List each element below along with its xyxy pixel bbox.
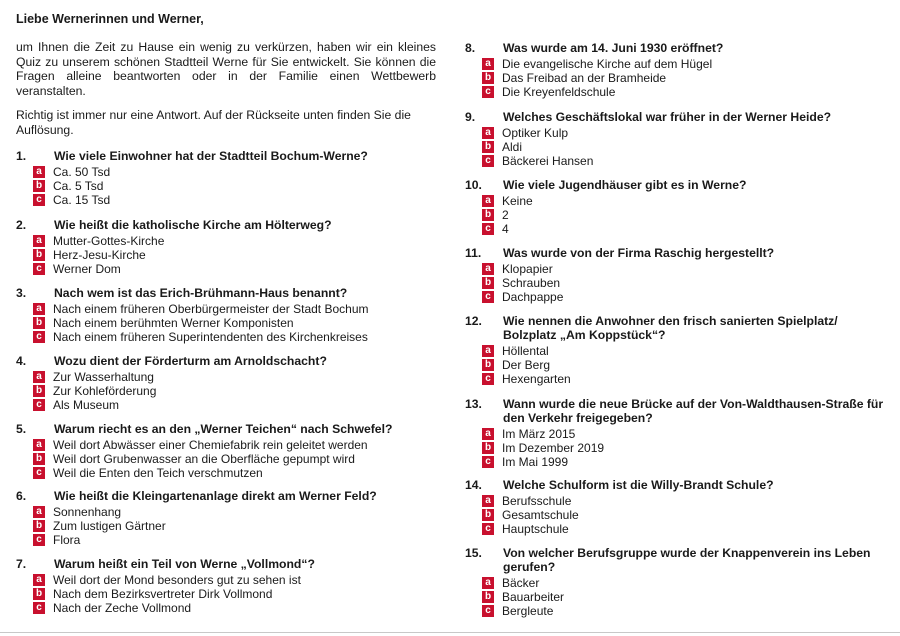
question-heading xyxy=(465,110,885,124)
answer-list xyxy=(16,438,441,480)
question-heading xyxy=(16,218,441,232)
answer-letter-badge: a xyxy=(33,166,45,178)
answer-letter-badge: c xyxy=(33,602,45,614)
quiz-question xyxy=(16,149,441,207)
answer-option xyxy=(33,370,441,384)
question-heading xyxy=(16,149,441,163)
question-text: Nach wem ist das Erich-Brühmann-Haus benannt? xyxy=(54,286,348,300)
answer-option xyxy=(33,248,441,262)
question-number: 7. xyxy=(16,557,27,571)
answer-letter-badge: c xyxy=(482,155,494,167)
question-text: Wie viele Einwohner hat der Stadtteil Bochum-Werne? xyxy=(54,149,368,163)
answer-text: Zur Kohleförderung xyxy=(53,384,157,398)
answer-list xyxy=(465,344,885,386)
answer-text: Gesamtschule xyxy=(502,508,579,522)
question-heading xyxy=(16,557,441,571)
answer-option xyxy=(33,330,441,344)
question-number: 4. xyxy=(16,354,27,368)
answer-text: Berufsschule xyxy=(502,494,572,508)
question-text: Wie viele Jugendhäuser gibt es in Werne? xyxy=(503,178,747,192)
answer-option xyxy=(482,222,885,236)
question-text: Welches Geschäftslokal war früher in der Werner Heide? xyxy=(503,110,832,124)
answer-option xyxy=(33,573,441,587)
answer-letter-badge: c xyxy=(33,331,45,343)
answer-letter-badge: c xyxy=(33,467,45,479)
question-text: Wie heißt die Kleingartenanlage direkt am Werner Feld? xyxy=(54,489,377,503)
answer-letter-badge: b xyxy=(482,442,494,454)
question-number: 11. xyxy=(465,246,482,260)
answer-letter-badge: a xyxy=(33,371,45,383)
answer-letter-badge: c xyxy=(482,373,494,385)
answer-option xyxy=(482,126,885,140)
answer-text: Die Kreyenfeldschule xyxy=(502,85,616,99)
answer-option xyxy=(33,302,441,316)
greeting: Liebe Wernerinnen und Werner, xyxy=(16,12,204,26)
answer-letter-badge: b xyxy=(33,180,45,192)
answer-text: Bauarbeiter xyxy=(502,590,565,604)
quiz-question xyxy=(16,218,441,276)
question-text: Was wurde von der Firma Raschig hergestellt? xyxy=(503,246,775,260)
answer-list xyxy=(465,494,885,536)
answer-letter-badge: c xyxy=(482,86,494,98)
answer-option xyxy=(482,290,885,304)
answer-letter-badge: c xyxy=(33,263,45,275)
page-bottom-divider xyxy=(0,632,900,633)
answer-letter-badge: b xyxy=(482,141,494,153)
answer-option xyxy=(482,590,885,604)
question-heading xyxy=(465,546,885,574)
answer-option xyxy=(482,154,885,168)
answer-option xyxy=(482,508,885,522)
answer-option xyxy=(33,519,441,533)
question-text: Von welcher Berufsgruppe wurde der Knappenverein ins Leben gerufen? xyxy=(503,546,871,574)
answer-option xyxy=(482,140,885,154)
answer-option xyxy=(482,208,885,222)
answer-text: Der Berg xyxy=(502,358,551,372)
answer-letter-badge: a xyxy=(482,127,494,139)
question-text: Wann wurde die neue Brücke auf der Von-Waldthausen-Straße für den Verkehr freigegeben? xyxy=(503,397,884,425)
answer-letter-badge: b xyxy=(33,249,45,261)
answer-list xyxy=(16,302,441,344)
answer-text: Nach einem früheren Superintendenten des Kirchenkreises xyxy=(53,330,368,344)
answer-text: Weil dort der Mond besonders gut zu sehen ist xyxy=(53,573,301,587)
answer-list xyxy=(465,262,885,304)
answer-text: Mutter-Gottes-Kirche xyxy=(53,234,165,248)
answer-option xyxy=(482,372,885,386)
question-heading xyxy=(465,314,885,342)
answer-text: Optiker Kulp xyxy=(502,126,569,140)
answer-text: Bergleute xyxy=(502,604,554,618)
answer-letter-badge: c xyxy=(482,605,494,617)
question-number: 15. xyxy=(465,546,482,560)
answer-option xyxy=(33,234,441,248)
quiz-question xyxy=(465,41,885,99)
answer-list xyxy=(16,370,441,412)
answer-text: Hexengarten xyxy=(502,372,571,386)
answer-text: Dachpappe xyxy=(502,290,564,304)
answer-letter-badge: a xyxy=(482,58,494,70)
question-heading xyxy=(16,489,441,503)
question-text: Was wurde am 14. Juni 1930 eröffnet? xyxy=(503,41,724,55)
quiz-question xyxy=(465,110,885,168)
question-text: Wozu dient der Förderturm am Arnoldschacht? xyxy=(54,354,327,368)
answer-list xyxy=(465,194,885,236)
answer-list xyxy=(16,505,441,547)
answer-letter-badge: c xyxy=(33,534,45,546)
answer-text: Flora xyxy=(53,533,81,547)
rule-paragraph: Richtig ist immer nur eine Antwort. Auf der Rückseite unten finden Sie die Auflösung. xyxy=(16,108,411,137)
question-text: Welche Schulform ist die Willy-Brandt Schule? xyxy=(503,478,774,492)
answer-option xyxy=(482,262,885,276)
question-heading xyxy=(16,354,441,368)
answer-letter-badge: a xyxy=(482,195,494,207)
answer-text: Sonnenhang xyxy=(53,505,122,519)
quiz-question xyxy=(16,354,441,412)
answer-text: Ca. 50 Tsd xyxy=(53,165,111,179)
answer-letter-badge: a xyxy=(482,428,494,440)
answer-list xyxy=(465,427,885,469)
answer-option xyxy=(482,441,885,455)
answer-letter-badge: c xyxy=(482,523,494,535)
answer-text: Ca. 15 Tsd xyxy=(53,193,111,207)
question-heading xyxy=(465,246,885,260)
answer-option xyxy=(33,438,441,452)
question-number: 14. xyxy=(465,478,482,492)
answer-text: Nach der Zeche Vollmond xyxy=(53,601,192,615)
answer-text: Als Museum xyxy=(53,398,120,412)
question-number: 5. xyxy=(16,422,27,436)
question-number: 12. xyxy=(465,314,482,328)
answer-letter-badge: a xyxy=(482,345,494,357)
question-text: Wie heißt die katholische Kirche am Hölterweg? xyxy=(54,218,332,232)
answer-letter-badge: b xyxy=(33,385,45,397)
answer-text: Die evangelische Kirche auf dem Hügel xyxy=(502,57,713,71)
answer-option xyxy=(33,262,441,276)
answer-text: Das Freibad an der Bramheide xyxy=(502,71,667,85)
answer-list xyxy=(465,57,885,99)
quiz-question xyxy=(465,178,885,236)
question-heading xyxy=(16,422,441,436)
answer-letter-badge: c xyxy=(33,399,45,411)
answer-letter-badge: b xyxy=(482,209,494,221)
answer-letter-badge: c xyxy=(482,456,494,468)
quiz-question xyxy=(465,246,885,304)
answer-letter-badge: a xyxy=(33,235,45,247)
answer-text: Klopapier xyxy=(502,262,553,276)
answer-text: Zur Wasserhaltung xyxy=(53,370,154,384)
answer-option xyxy=(482,522,885,536)
answer-text: Weil dort Grubenwasser an die Oberfläche gepumpt wird xyxy=(53,452,355,466)
quiz-question xyxy=(465,478,885,536)
answer-option xyxy=(33,587,441,601)
answer-option xyxy=(482,427,885,441)
answer-option xyxy=(482,494,885,508)
answer-option xyxy=(33,398,441,412)
question-number: 6. xyxy=(16,489,27,503)
answer-text: Hauptschule xyxy=(502,522,569,536)
answer-option xyxy=(482,57,885,71)
quiz-question xyxy=(16,422,441,480)
question-number: 13. xyxy=(465,397,482,411)
answer-option xyxy=(33,466,441,480)
question-heading xyxy=(465,41,885,55)
question-number: 2. xyxy=(16,218,27,232)
answer-option xyxy=(33,179,441,193)
answer-text: Im März 2015 xyxy=(502,427,576,441)
answer-option xyxy=(33,165,441,179)
answer-text: Weil dort Abwässer einer Chemiefabrik rein geleitet werden xyxy=(53,438,368,452)
quiz-question xyxy=(16,489,441,547)
answer-text: Höllental xyxy=(502,344,549,358)
quiz-question xyxy=(465,397,885,469)
question-text: Wie nennen die Anwohner den frisch sanierten Spielplatz/ Bolzplatz „Am Koppstück“? xyxy=(503,314,838,342)
answer-list xyxy=(16,165,441,207)
answer-option xyxy=(33,601,441,615)
answer-text: Im Dezember 2019 xyxy=(502,441,605,455)
answer-letter-badge: a xyxy=(482,577,494,589)
answer-text: 4 xyxy=(502,222,509,236)
answer-letter-badge: a xyxy=(33,574,45,586)
answer-letter-badge: b xyxy=(482,277,494,289)
answer-letter-badge: b xyxy=(482,72,494,84)
answer-option xyxy=(33,452,441,466)
answer-option xyxy=(33,505,441,519)
answer-letter-badge: c xyxy=(33,194,45,206)
question-text: Warum riecht es an den „Werner Teichen“ nach Schwefel? xyxy=(54,422,393,436)
answer-option xyxy=(33,533,441,547)
answer-text: Weil die Enten den Teich verschmutzen xyxy=(53,466,263,480)
answer-text: Bäcker xyxy=(502,576,540,590)
answer-letter-badge: a xyxy=(33,439,45,451)
answer-option xyxy=(33,316,441,330)
answer-option xyxy=(482,604,885,618)
answer-option xyxy=(482,455,885,469)
answer-list xyxy=(16,573,441,615)
answer-text: Bäckerei Hansen xyxy=(502,154,594,168)
answer-option xyxy=(482,358,885,372)
answer-option xyxy=(33,193,441,207)
answer-list xyxy=(16,234,441,276)
answer-text: Ca. 5 Tsd xyxy=(53,179,104,193)
quiz-question xyxy=(16,286,441,344)
question-text: Warum heißt ein Teil von Werne „Vollmond“? xyxy=(54,557,315,571)
answer-option xyxy=(482,194,885,208)
answer-list xyxy=(465,576,885,618)
answer-option xyxy=(482,576,885,590)
answer-option xyxy=(482,85,885,99)
question-heading xyxy=(16,286,441,300)
answer-letter-badge: b xyxy=(482,591,494,603)
quiz-question xyxy=(16,557,441,615)
quiz-question xyxy=(465,314,885,386)
question-number: 9. xyxy=(465,110,476,124)
answer-letter-badge: b xyxy=(33,520,45,532)
answer-option xyxy=(482,276,885,290)
question-number: 3. xyxy=(16,286,27,300)
answer-text: Im Mai 1999 xyxy=(502,455,569,469)
question-number: 10. xyxy=(465,178,482,192)
answer-letter-badge: a xyxy=(482,263,494,275)
answer-option xyxy=(33,384,441,398)
intro-paragraph: um Ihnen die Zeit zu Hause ein wenig zu verkürzen, haben wir ein kleines Quiz zu unserem schönen Stadtteil Werne für Sie entwickelt. Sie können die Fragen alleine beantworten oder in der Familie einen Wettbewerb veranstalten. xyxy=(16,40,436,98)
answer-text: Werner Dom xyxy=(53,262,121,276)
answer-letter-badge: b xyxy=(482,509,494,521)
question-number: 8. xyxy=(465,41,476,55)
answer-text: 2 xyxy=(502,208,509,222)
answer-text: Nach einem berühmten Werner Komponisten xyxy=(53,316,294,330)
quiz-question xyxy=(465,546,885,618)
answer-letter-badge: b xyxy=(482,359,494,371)
question-heading xyxy=(465,178,885,192)
answer-letter-badge: b xyxy=(33,453,45,465)
answer-option xyxy=(482,344,885,358)
question-heading xyxy=(465,478,885,492)
answer-letter-badge: a xyxy=(482,495,494,507)
question-heading xyxy=(465,397,885,425)
answer-letter-badge: b xyxy=(33,588,45,600)
answer-letter-badge: b xyxy=(33,317,45,329)
answer-text: Zum lustigen Gärtner xyxy=(53,519,166,533)
answer-text: Nach dem Bezirksvertreter Dirk Vollmond xyxy=(53,587,273,601)
answer-text: Keine xyxy=(502,194,533,208)
answer-text: Schrauben xyxy=(502,276,561,290)
answer-text: Aldi xyxy=(502,140,523,154)
answer-letter-badge: c xyxy=(482,291,494,303)
answer-text: Herz-Jesu-Kirche xyxy=(53,248,146,262)
answer-list xyxy=(465,126,885,168)
answer-text: Nach einem früheren Oberbürgermeister der Stadt Bochum xyxy=(53,302,369,316)
answer-letter-badge: a xyxy=(33,303,45,315)
answer-option xyxy=(482,71,885,85)
question-number: 1. xyxy=(16,149,27,163)
answer-letter-badge: c xyxy=(482,223,494,235)
answer-letter-badge: a xyxy=(33,506,45,518)
